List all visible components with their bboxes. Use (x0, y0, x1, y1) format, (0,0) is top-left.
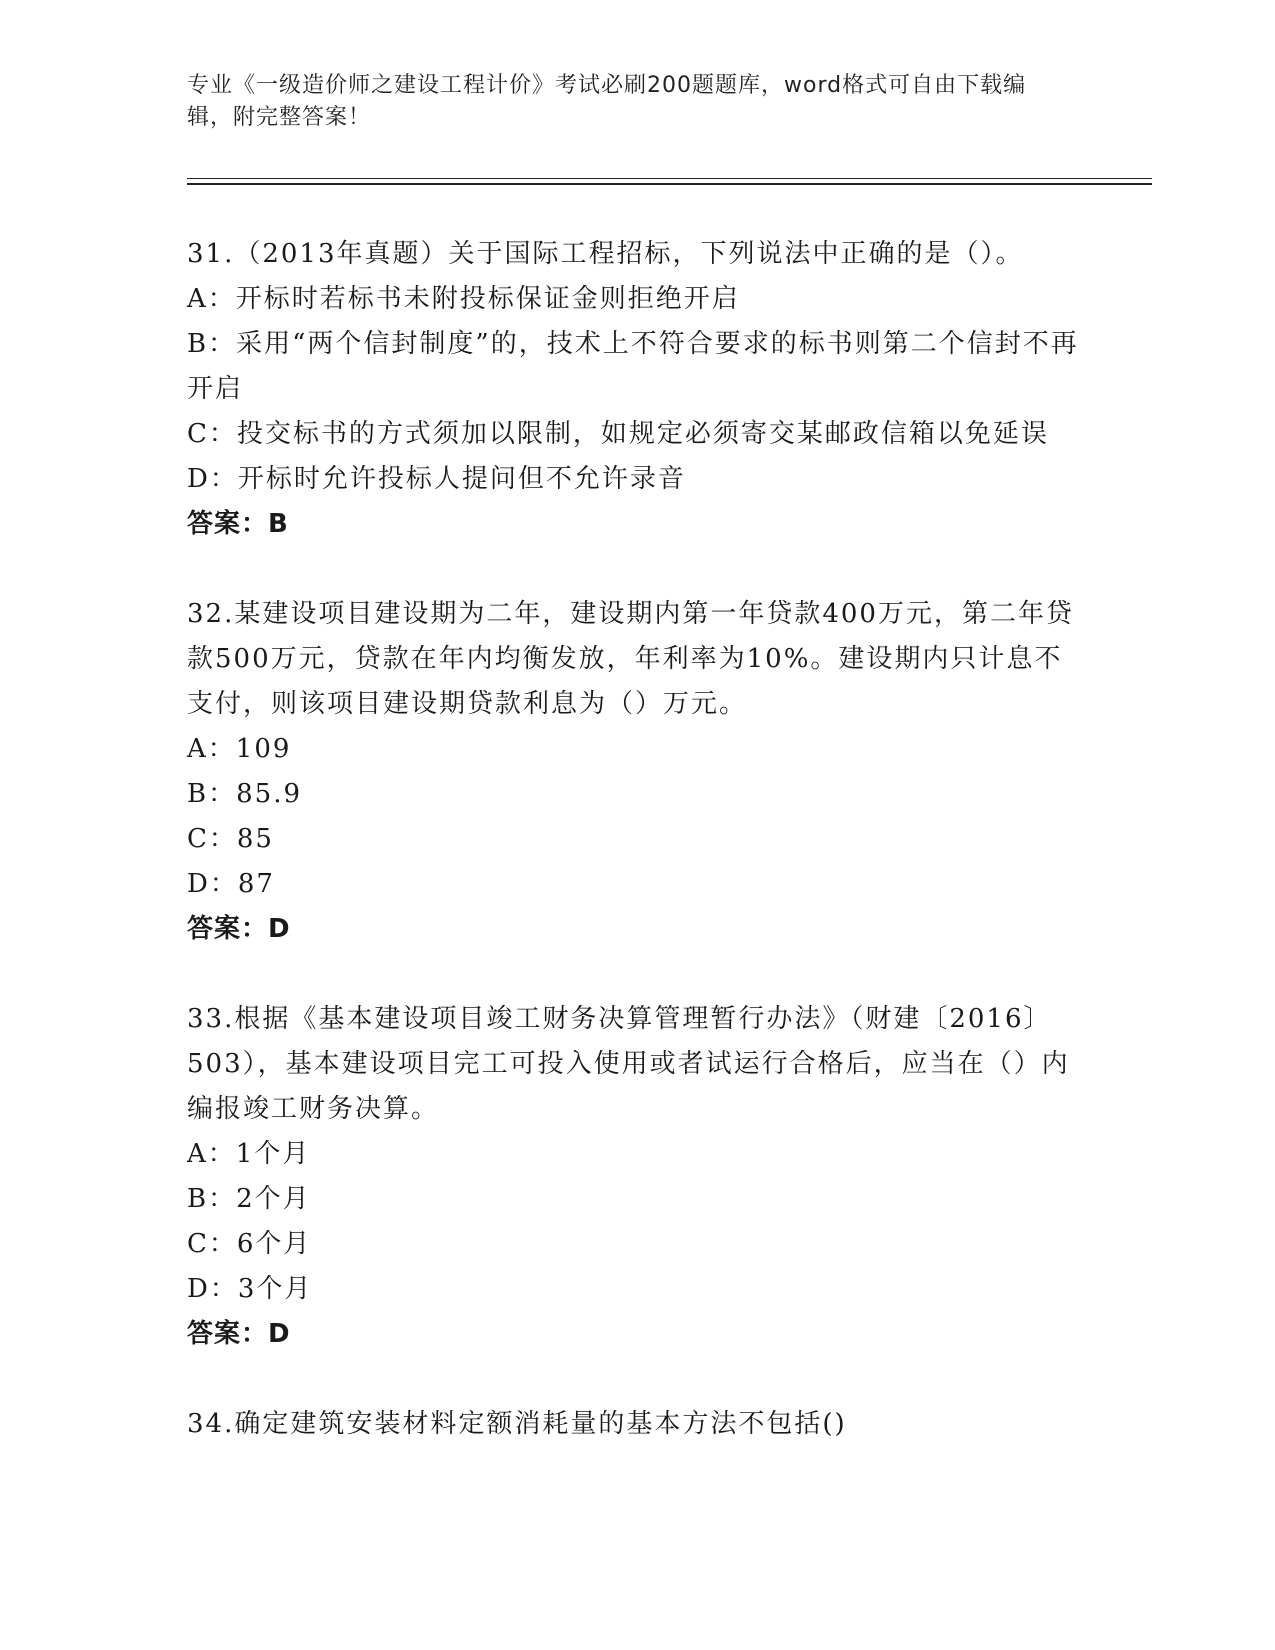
answer: 答案：D (187, 914, 291, 944)
option-b: B：2个月 (187, 1184, 311, 1214)
answer: 答案：D (187, 1319, 291, 1349)
question-34 (187, 1402, 1087, 1447)
option-d: D：3个月 (187, 1274, 313, 1304)
question-stem: 33.根据《基本建设项目竣工财务决算管理暂行办法》（财建〔2016〕503），基本建设项目完工可投入使用或者试运行合格后，应当在（）内编报竣工财务决算。 (187, 1004, 1070, 1124)
option-c: C：85 (187, 824, 274, 854)
header-divider-thick (187, 183, 1152, 185)
answer: 答案：B (187, 509, 289, 539)
option-d: D：开标时允许投标人提问但不允许录音 (187, 464, 686, 494)
question-stem: 34.确定建筑安装材料定额消耗量的基本方法不包括() (187, 1409, 847, 1439)
option-b: B：85.9 (187, 779, 302, 809)
option-c: C：投交标书的方式须加以限制，如规定必须寄交某邮政信箱以免延误 (187, 419, 1049, 449)
question-list (187, 232, 1087, 1492)
question-stem: 31.（2013年真题）关于国际工程招标，下列说法中正确的是（）。 (187, 239, 1024, 269)
option-d: D：87 (187, 869, 275, 899)
document-header: 专业《一级造价师之建设工程计价》考试必刷200题题库，word格式可自由下载编辑，附完整答案！ (187, 73, 1027, 130)
option-a: A：开标时若标书未附投标保证金则拒绝开启 (187, 284, 740, 314)
header-divider-thin (187, 178, 1152, 179)
option-c: C：6个月 (187, 1229, 312, 1259)
option-b: B：采用“两个信封制度”的，技术上不符合要求的标书则第二个信封不再开启 (187, 329, 1079, 404)
option-a: A：1个月 (187, 1139, 311, 1169)
option-a: A：109 (187, 734, 292, 764)
question-31 (187, 232, 1087, 547)
question-33 (187, 997, 1087, 1357)
question-32 (187, 592, 1087, 952)
question-stem: 32.某建设项目建设期为二年，建设期内第一年贷款400万元，第二年贷款500万元，贷款在年内均衡发放，年利率为10%。建设期内只计息不支付，则该项目建设期贷款利息为（）万元。 (187, 599, 1074, 719)
